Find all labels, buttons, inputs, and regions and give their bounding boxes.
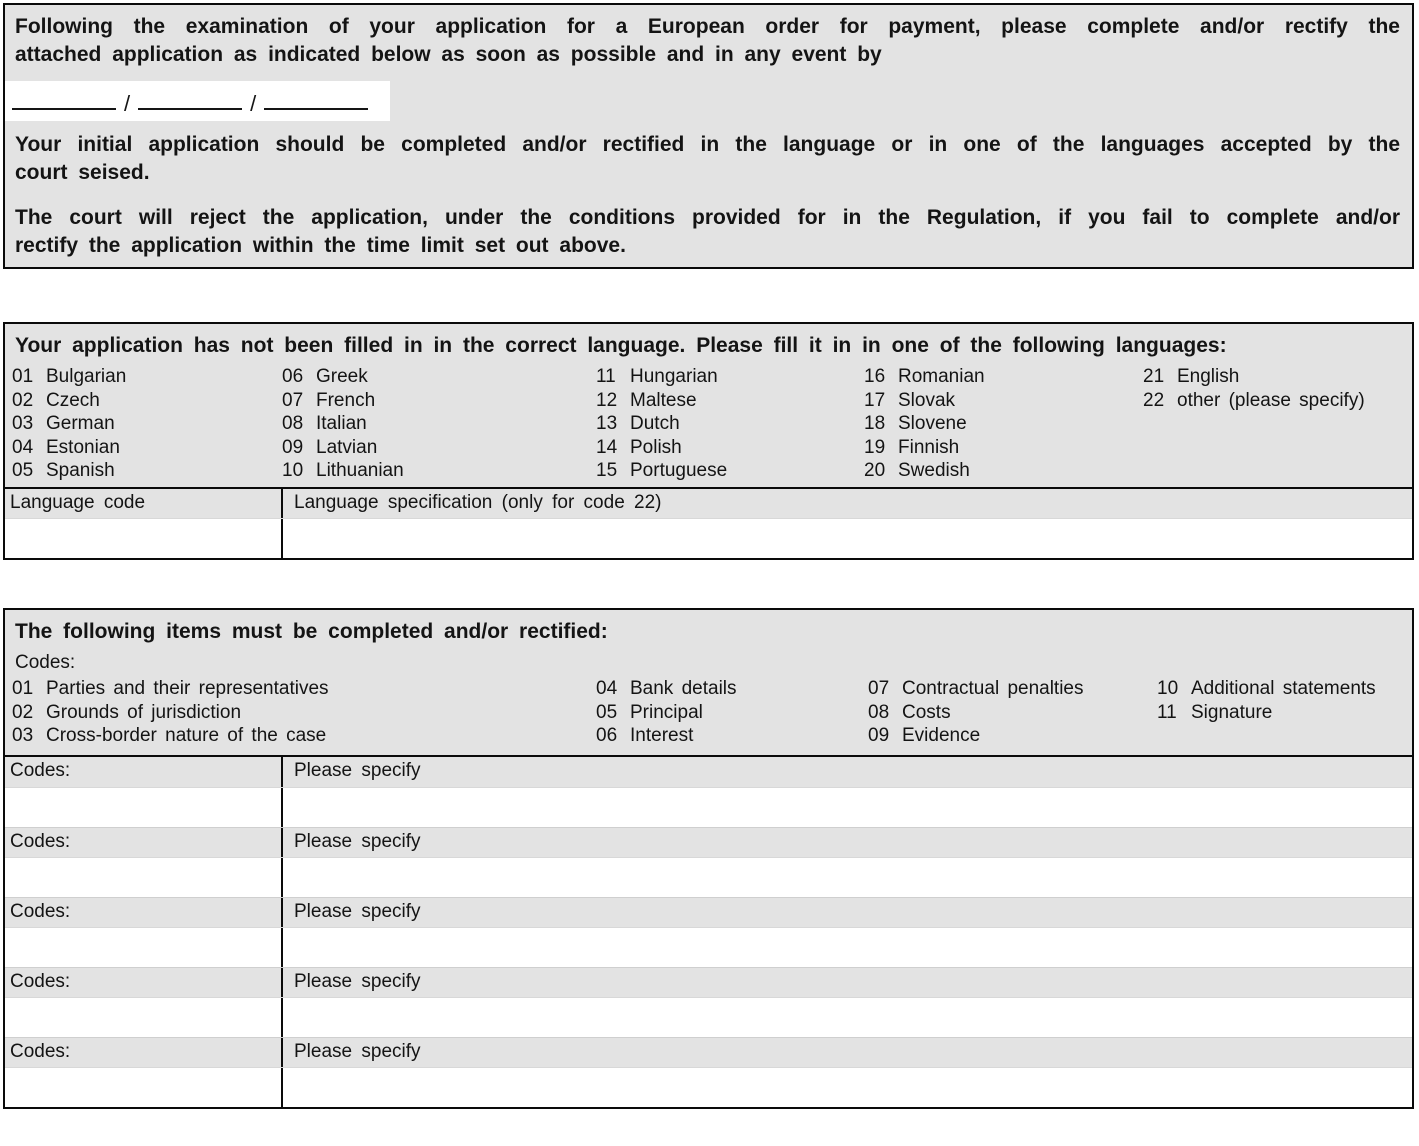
language-option-code: 18 [864,413,886,434]
language-option [12,365,126,389]
language-table-input-row [5,518,1412,558]
codes-column-3 [868,677,1084,748]
code-item-label: Parties and their representatives [46,678,329,699]
code-item-number: 11 [1157,701,1177,723]
language-option-label: Romanian [898,366,985,387]
language-option-code: 19 [864,436,886,458]
language-option-label: Czech [46,389,100,411]
code-item-number: 10 [1157,678,1179,699]
language-option-label: German [46,413,115,434]
code-item-label: Cross-border nature of the case [46,725,327,746]
language-correction-section [3,322,1414,560]
deadline-paragraph-line: Following the examination of your application for a European order for payment, please complete and/or rectify the [15,15,1400,38]
language-option-code: 05 [12,460,34,481]
language-option-label: Spanish [46,460,115,481]
language-option-code: 12 [596,389,618,411]
code-item-label: Additional statements [1191,678,1376,699]
language-code-header: Language code [5,489,283,518]
language-option [1143,389,1365,413]
language-table-header-row [5,489,1412,518]
language-option-code: 01 [12,366,34,387]
language-option [1143,365,1365,389]
please-specify-label: Please specify [294,901,421,922]
language-option-label: Hungarian [630,366,718,387]
code-item-number: 09 [868,725,890,746]
language-option [864,459,985,483]
code-item-label: Contractual penalties [902,678,1084,699]
please-specify-label: Please specify [294,1041,421,1062]
code-item-label: Grounds of jurisdiction [46,701,242,723]
code-item-label: Interest [630,725,694,746]
language-column-2 [282,365,404,483]
language-option-label: English [1177,366,1240,387]
code-item [12,701,329,725]
language-option-label: Latvian [316,436,378,458]
date-separator: / [250,91,257,116]
language-spec-input-cell[interactable] [283,519,1412,558]
language-option-label: Slovene [898,413,967,434]
language-option-label: Bulgarian [46,366,127,387]
language-option-code: 09 [282,436,304,458]
language-option-label: French [316,389,376,411]
language-option [864,412,985,436]
specify-input-cell[interactable] [283,1068,1412,1107]
code-item-label: Bank details [630,678,737,699]
language-option-label: Portuguese [630,460,728,481]
rectify-row-header [5,967,1412,997]
codes-input-cell[interactable] [5,928,283,967]
please-specify-label: Please specify [294,831,421,852]
language-option [596,412,727,436]
specify-input-cell[interactable] [283,998,1412,1037]
codes-row-label: Codes: [5,968,283,997]
language-option [596,365,727,389]
language-option [12,412,126,436]
codes-column-4 [1157,677,1376,724]
language-option-code: 04 [12,436,34,458]
rectify-row-input [5,1067,1412,1107]
code-item [1157,677,1376,701]
language-requirement-line: Your initial application should be completed and/or rectified in the language or in one of the languages accepted by the [15,133,1400,156]
deadline-date-field[interactable] [5,81,390,121]
code-item-label: Evidence [902,725,981,746]
please-specify-label: Please specify [294,971,421,992]
rectify-row-header [5,1037,1412,1067]
language-option-code: 16 [864,366,886,387]
language-column-1 [12,365,126,483]
specify-input-cell[interactable] [283,928,1412,967]
language-option-label: other (please specify) [1177,389,1365,411]
code-item-number: 01 [12,678,34,699]
code-item [12,677,329,701]
rectify-row-input [5,927,1412,967]
language-column-4 [864,365,985,483]
specify-input-cell[interactable] [283,788,1412,827]
please-specify-label: Please specify [294,760,421,781]
language-option-label: Estonian [46,436,120,458]
items-section-title: The following items must be completed and/or rectified: [15,620,608,643]
language-option [596,389,727,413]
code-item-number: 04 [596,678,618,699]
items-section-header [5,610,1412,755]
codes-input-cell[interactable] [5,858,283,897]
codes-input-cell[interactable] [5,998,283,1037]
language-option [864,365,985,389]
code-item-number: 07 [868,678,890,699]
code-item-number: 08 [868,701,890,723]
language-option [282,365,404,389]
date-blank-1[interactable] [12,108,116,110]
codes-legend-label: Codes: [15,652,76,673]
code-item-number: 03 [12,725,34,746]
eopp-rectification-form-page [0,3,1419,1146]
language-option-code: 03 [12,413,34,434]
language-section-title: Your application has not been filled in in the correct language. Please fill it in in one of the following languages: [15,334,1227,357]
rectify-row-input [5,857,1412,897]
language-legend [5,365,1412,484]
language-option-code: 08 [282,413,304,434]
language-option-code: 15 [596,460,618,481]
language-column-3 [596,365,727,483]
language-option [12,389,126,413]
codes-row-label: Codes: [5,828,283,857]
rectify-entries-table [5,755,1412,1107]
language-option-code: 06 [282,366,304,387]
codes-row-label: Codes: [5,898,283,927]
deadline-paragraph-line: attached application as indicated below as soon as possible and in any event by [15,43,882,66]
language-option-label: Lithuanian [316,460,404,481]
codes-input-cell[interactable] [5,1068,283,1107]
code-item-label: Costs [902,701,951,723]
language-option [282,459,404,483]
rectify-row-input [5,787,1412,827]
language-option-code: 13 [596,413,618,434]
language-option-label: Dutch [630,413,680,434]
language-requirement-line: court seised. [15,161,150,184]
code-item-number: 05 [596,701,618,723]
language-option [864,389,985,413]
items-to-rectify-section [3,608,1414,1109]
completion-deadline-section [3,3,1414,269]
codes-column-2 [596,677,737,748]
language-option [864,436,985,460]
date-blank-2[interactable] [138,108,242,110]
code-item [596,701,737,725]
language-option-code: 14 [596,436,618,458]
language-option-code: 17 [864,389,886,411]
language-option [282,389,404,413]
language-option-code: 20 [864,460,886,481]
language-option [282,436,404,460]
language-option [596,459,727,483]
code-item [596,677,737,701]
rectify-row-header [5,827,1412,857]
language-option-code: 11 [596,366,616,387]
code-item [868,701,1084,725]
code-item [1157,701,1376,725]
language-code-table [5,487,1412,558]
date-separator: / [124,91,131,116]
codes-legend [5,677,1412,749]
codes-row-label: Codes: [5,757,283,787]
language-option-label: Polish [630,436,682,458]
code-item [596,724,737,748]
language-option-label: Slovak [898,389,956,411]
language-option-label: Swedish [898,460,970,481]
language-spec-header: Language specification (only for code 22) [294,492,662,513]
language-column-5 [1143,365,1365,412]
codes-column-1 [12,677,329,748]
language-option-label: Maltese [630,389,697,411]
rejection-warning-line: The court will reject the application, under the conditions provided for in the Regulation, if you fail to complete and/or [15,206,1400,229]
language-code-input-cell[interactable] [5,519,283,558]
language-option-code: 10 [282,460,304,481]
code-item-label: Principal [630,701,703,723]
code-item [868,677,1084,701]
language-option [596,436,727,460]
language-option-label: Finnish [898,436,960,458]
rectify-row-input [5,997,1412,1037]
language-option-label: Italian [316,413,367,434]
language-option [12,436,126,460]
language-option-code: 07 [282,389,304,411]
language-option [12,459,126,483]
code-item [12,724,329,748]
code-item [868,724,1084,748]
language-option-code: 02 [12,389,34,411]
date-blank-3[interactable] [264,108,368,110]
language-option-label: Greek [316,366,368,387]
language-section-header [5,324,1412,487]
codes-row-label: Codes: [5,1038,283,1067]
code-item-label: Signature [1191,701,1273,723]
rectify-row-header [5,757,1412,787]
language-option-code: 21 [1143,366,1165,387]
language-option [282,412,404,436]
code-item-number: 02 [12,701,34,723]
rectify-row-header [5,897,1412,927]
code-item-number: 06 [596,725,618,746]
specify-input-cell[interactable] [283,858,1412,897]
codes-input-cell[interactable] [5,788,283,827]
language-option-code: 22 [1143,389,1165,411]
rejection-warning-line: rectify the application within the time limit set out above. [15,234,626,257]
